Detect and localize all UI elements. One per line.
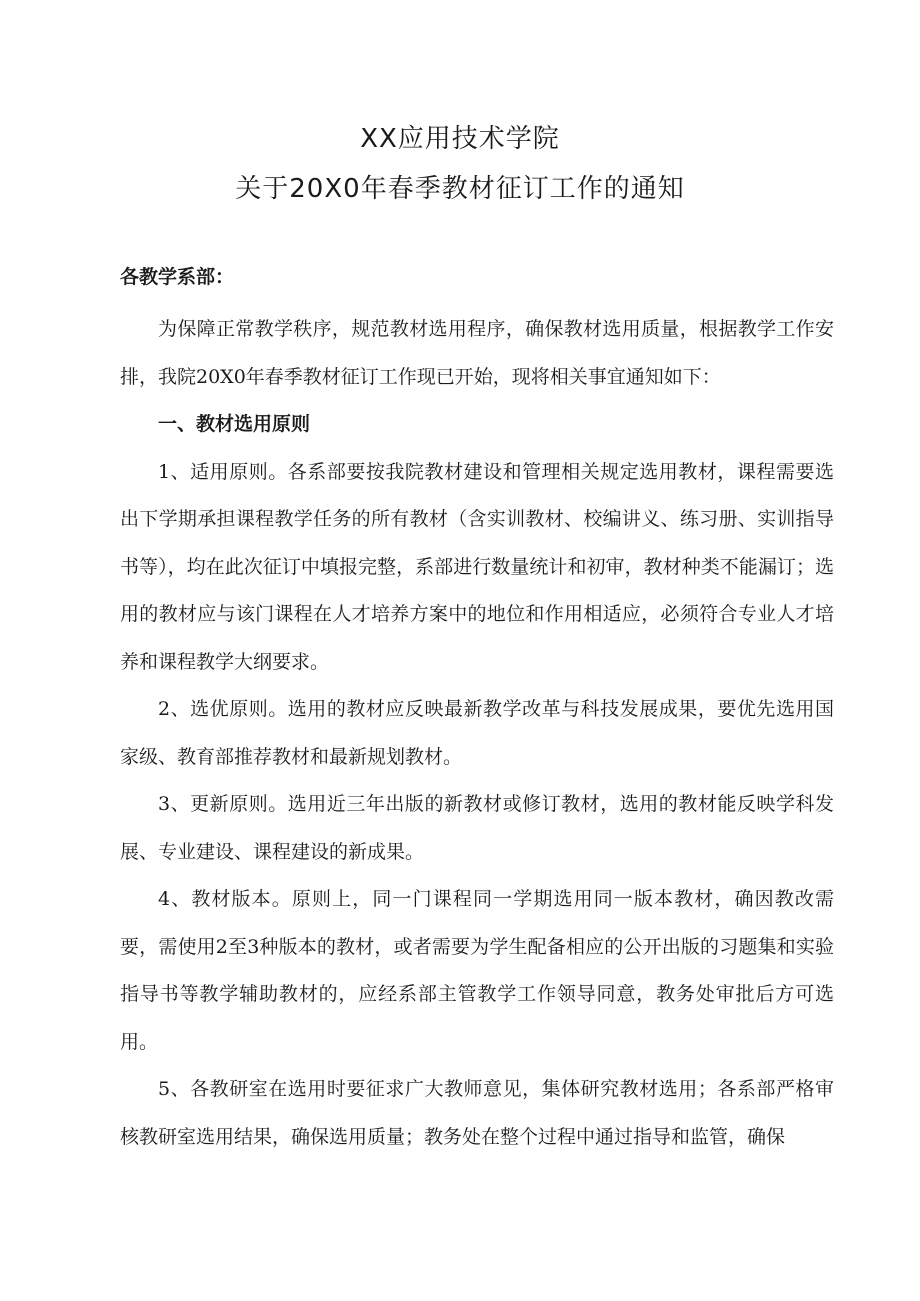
salutation: 各教学系部：: [120, 266, 235, 288]
principle-item-3: 3、更新原则。选用近三年出版的新教材或修订教材，选用的教材能反映学科发展、专业建设、课程建设的新成果。: [120, 793, 834, 863]
principle-item-2: 2、选优原则。选用的教材应反映最新教学改革与科技发展成果，要优先选用国家级、教育部推荐教材和最新规划教材。: [120, 698, 834, 768]
intro-paragraph: 为保障正常教学秩序，规范教材选用程序，确保教材选用质量，根据教学工作安排，我院20X0年春季教材征订工作现已开始，现将相关事宜通知如下：: [120, 318, 834, 388]
document-title-notice: 关于20X0年春季教材征订工作的通知: [235, 174, 685, 204]
document-title-school: XX应用技术学院: [360, 124, 560, 154]
principle-item-5: 5、各教研室在选用时要征求广大教师意见，集体研究教材选用；各系部严格审核教研室选用结果，确保选用质量；教务处在整个过程中通过指导和监管，确保: [120, 1078, 834, 1148]
section-heading-principles: 一、教材选用原则: [158, 413, 311, 435]
document-body: [120, 306, 834, 1161]
principle-item-1: 1、适用原则。各系部要按我院教材建设和管理相关规定选用教材，课程需要选出下学期承担课程教学任务的所有教材（含实训教材、校编讲义、练习册、实训指导书等），均在此次征订中填报完整，系部进行数量统计和初审，教材种类不能漏订；选用的教材应与该门课程在人才培养方案中的地位和作用相适应，必须符合专业人才培养和课程教学大纲要求。: [120, 460, 834, 673]
principle-item-4: 4、教材版本。原则上，同一门课程同一学期选用同一版本教材，确因教改需要，需使用2至3种版本的教材，或者需要为学生配备相应的公开出版的习题集和实验指导书等教学辅助教材的，应经系部主管教学工作领导同意，教务处审批后方可选用。: [120, 888, 834, 1053]
